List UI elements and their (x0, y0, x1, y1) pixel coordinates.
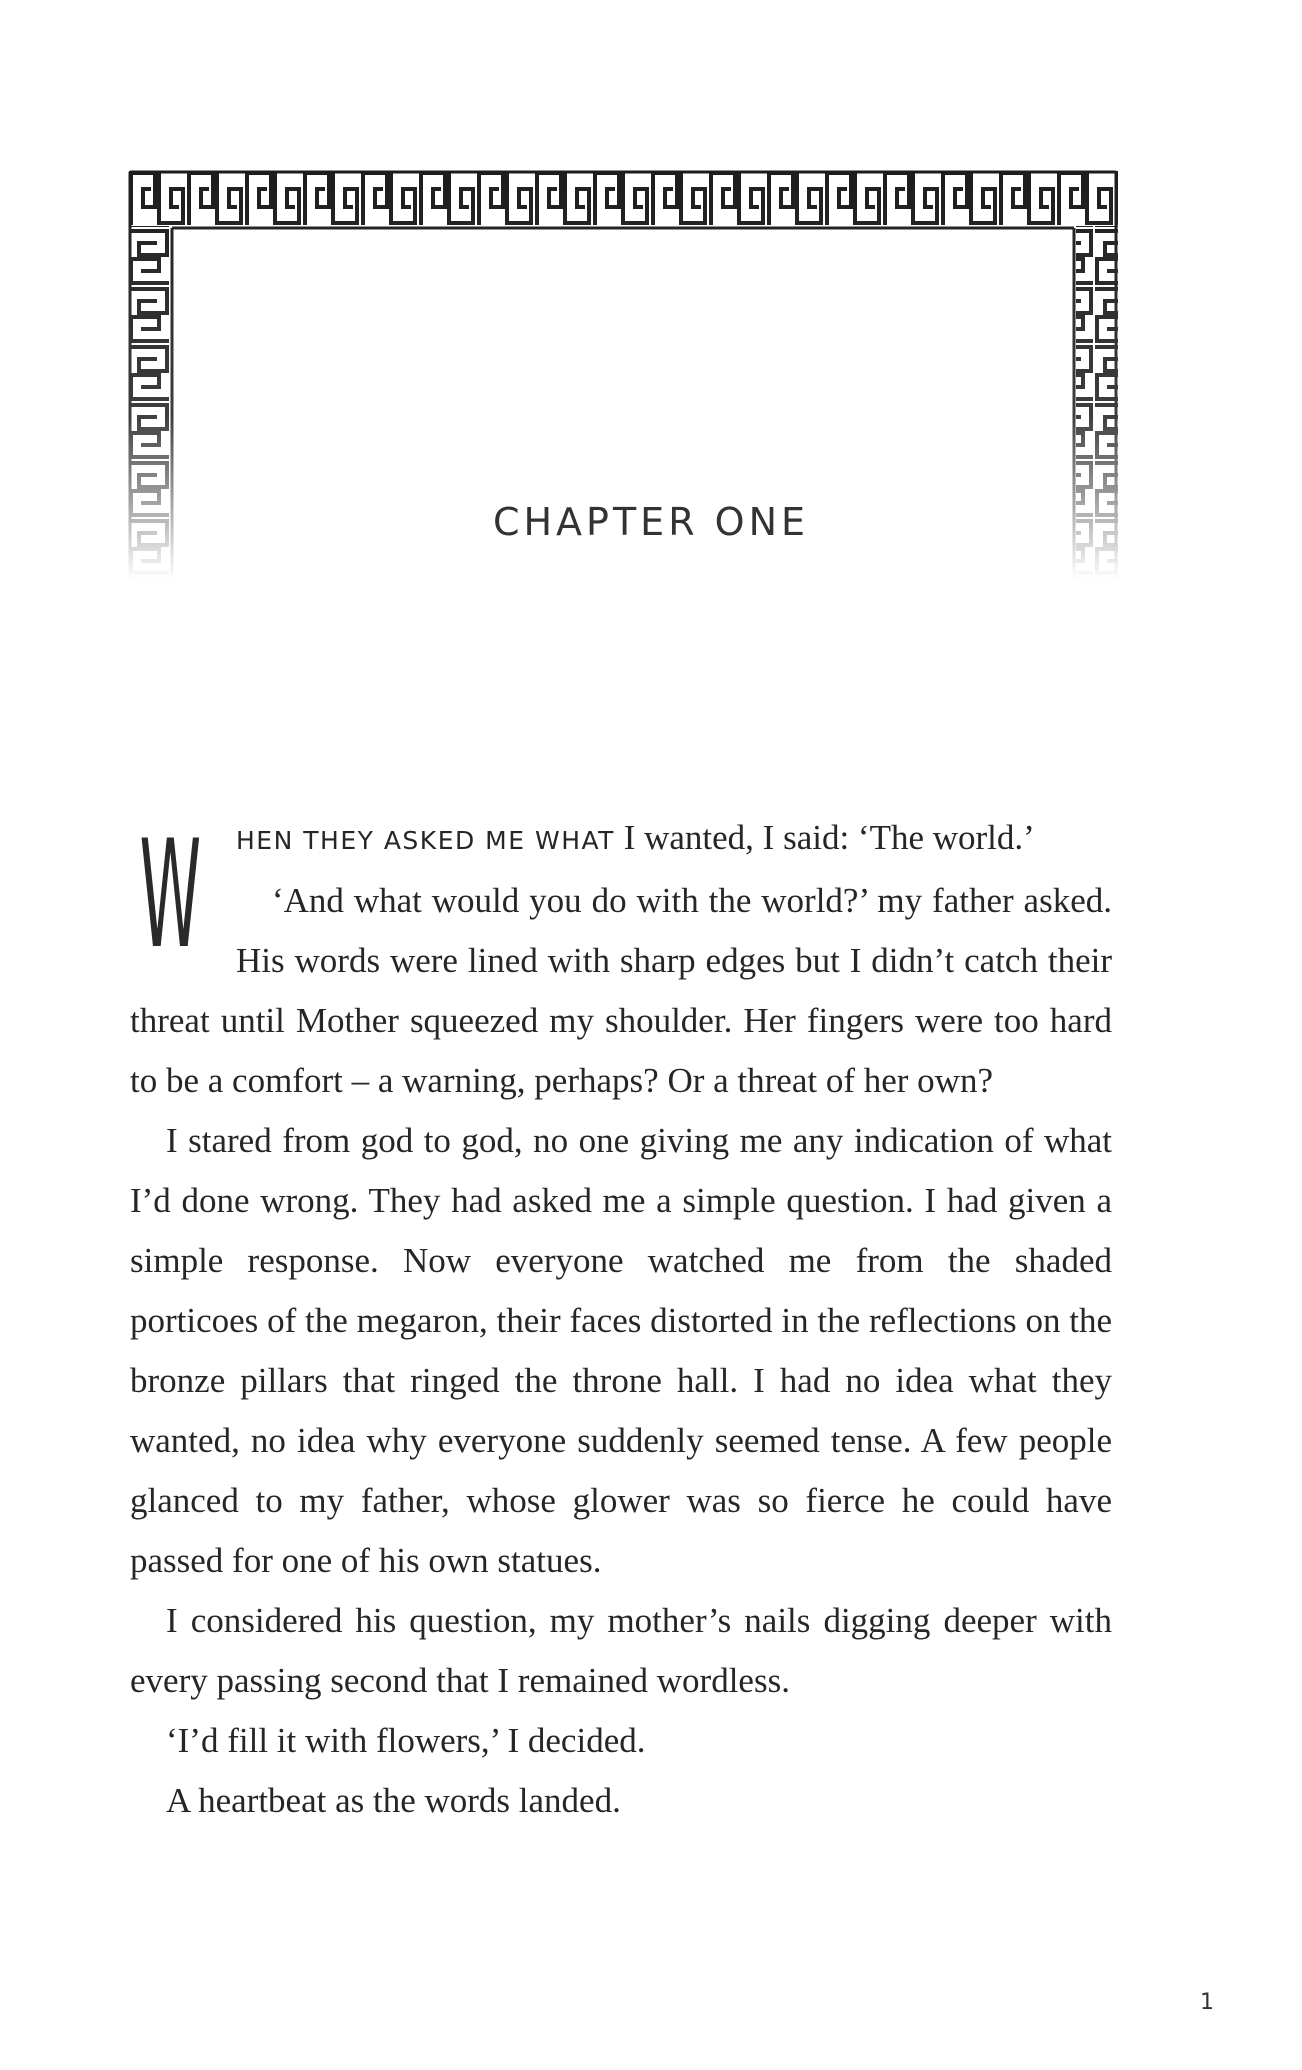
opening-text: I wanted, I said: ‘The world.’ (614, 818, 1035, 857)
page-number: 1 (1200, 1990, 1214, 2015)
paragraph: I stared from god to god, no one giving me any indication of what I’d done wrong. They had asked me a simple question. I had given a simple response. Now everyone watched me from the shaded porticoes of the megaron, their faces distorted in the reflections on the bronze pillars that ringed the throne hall. I had no idea what they wanted, no idea why everyone suddenly seemed tense. A few people glanced to my father, whose glower was so fierce he could have passed for one of his own statues. (130, 1121, 1112, 1580)
drop-cap (130, 809, 210, 982)
paragraph: ‘I’d fill it with flowers,’ I decided. (166, 1721, 646, 1760)
chapter-body (130, 808, 1112, 1831)
paragraph: A heartbeat as the words landed. (166, 1781, 621, 1820)
drop-cap-letter: W (139, 809, 201, 982)
opening-paragraph (130, 808, 1112, 982)
paragraph: I considered his question, my mother’s nails digging deeper with every passing second that I remained wordless. (130, 1601, 1112, 1700)
opening-small-caps: HEN THEY ASKED ME WHAT (236, 826, 615, 855)
chapter-title: CHAPTER ONE (492, 500, 810, 544)
paragraph: ‘And what would you do with the world?’ my father asked. His words were lined with sharp edges but I didn’t catch their threat until Mother squeezed my shoulder. Her fingers were too hard to be a comfort – a warning, perhaps? Or a threat of her own? (130, 881, 1112, 1100)
